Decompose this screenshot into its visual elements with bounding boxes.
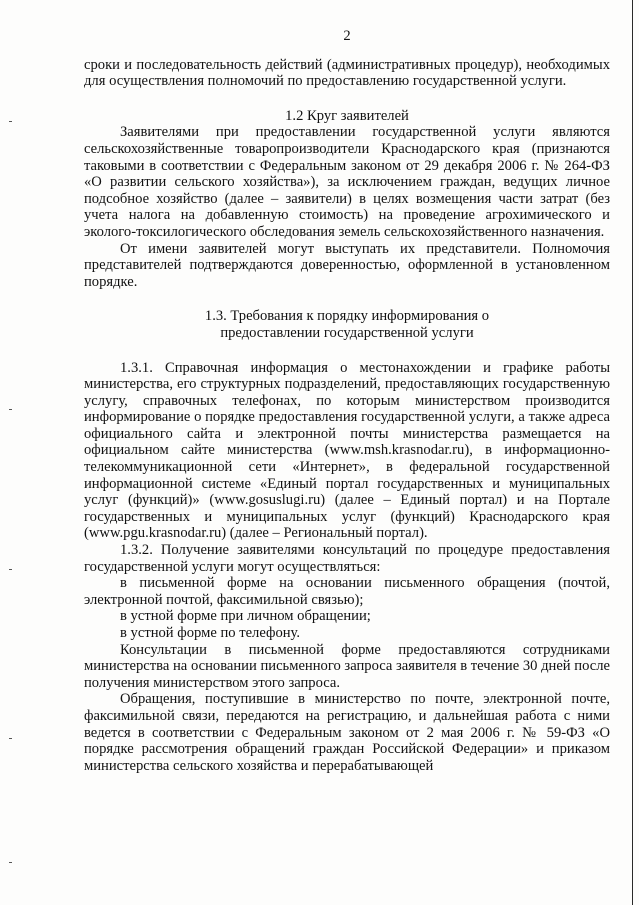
paragraph: 1.3.2. Получение заявителями консультаций по процедуре предоставления государственной услуги могут осуществляться: [84, 542, 610, 575]
intro-paragraph: сроки и последовательность действий (административных процедур), необходимых для осуществления полномочий по предоставлению государственной услуги. [84, 56, 610, 90]
section-heading-line: предоставлении государственной услуги [220, 324, 474, 341]
scan-mark [9, 862, 12, 863]
section-heading-applicants: 1.2 Круг заявителей [285, 107, 409, 124]
scan-mark [9, 121, 12, 122]
list-item: в письменной форме на основании письменного обращения (почтой, электронной почтой, факсимильной связью); [84, 575, 610, 608]
page-number: 2 [343, 28, 351, 44]
section-heading-informing [84, 308, 610, 341]
scan-edge-line [632, 0, 633, 905]
document-body [84, 28, 610, 774]
scan-mark [9, 409, 12, 410]
paragraph: 1.3.1. Справочная информация о местонахождении и графике работы министерства, его структурных подразделений, предоставляющих государственную услугу, справочных телефонах, по которым министерством производится информирование о порядке предоставления государственной услуги, а также адреса официального сайта и электронной почты министерства размещается на официальном сайте министерства (www.msh.krasnodar.ru), в информационно-телекоммуникационной сети «Интернет», в федеральной государственной информационной системе «Единый портал государственных и муниципальных услуг (функций)» (www.gosuslugi.ru) (далее – Единый портал) и на Портале государственных и муниципальных услуг (функций) Краснодарского края (www.pgu.krasnodar.ru) (далее – Региональный портал). [84, 359, 610, 542]
list-item: в устной форме при личном обращении; [120, 608, 371, 625]
scan-mark [9, 569, 12, 570]
paragraph: Обращения, поступившие в министерство по почте, электронной почте, факсимильной связи, передаются на регистрацию, и дальнейшая работа с ними ведется в соответствии с Федеральным законом от 2 мая 2006 г. № 59-ФЗ «О порядке рассмотрения обращений граждан Российской Федерации» и приказом министерства сельского хозяйства и перерабатывающей [84, 691, 610, 774]
list-item: в устной форме по телефону. [120, 625, 301, 641]
section-heading-line: 1.3. Требования к порядку информирования о [204, 308, 490, 325]
paragraph: Заявителями при предоставлении государственной услуги являются сельскохозяйственные товаропроизводители Краснодарского края (признаются таковыми в соответствии с Федеральным законом от 29 декабря 2006 г. № 264-ФЗ «О развитии сельского хозяйства»), за исключением граждан, ведущих личное подсобное хозяйство (далее – заявители) в целях возмещения части затрат (без учета налога на добавленную стоимость) на проведение агрохимического и эколого-токсилогического обследования земель сельскохозяйственного назначения. [84, 124, 610, 240]
paragraph: Консультации в письменной форме предоставляются сотрудниками министерства на основании письменного запроса заявителя в течение 30 дней после получения министерством этого запроса. [84, 641, 610, 691]
scan-mark [9, 738, 12, 739]
paragraph: От имени заявителей могут выступать их представители. Полномочия представителей подтверждаются доверенностью, оформленной в установленном порядке. [84, 240, 610, 290]
